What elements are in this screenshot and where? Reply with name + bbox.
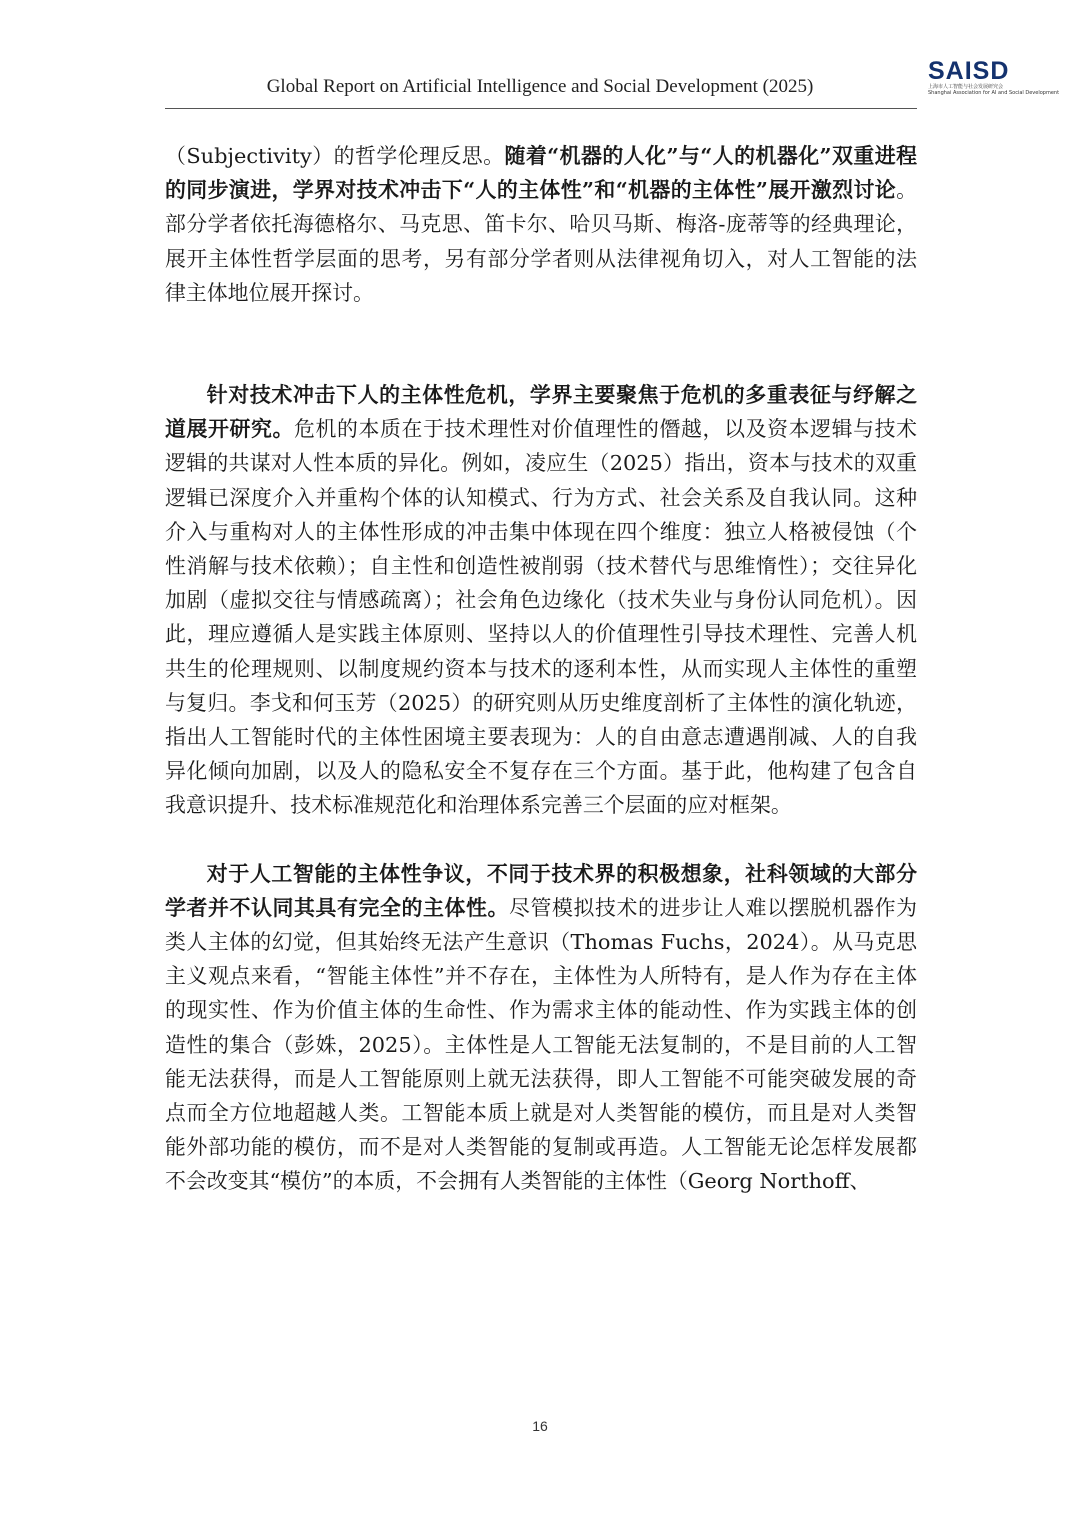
paragraph-3-bold: 对于人工智能的主体性争议，不同于技术界的积极想象，社科领域的大部分学者并不认同其具有完全的主体性。 [165,860,917,920]
paragraph-1 [165,139,917,344]
logo-subtitle-en: Shanghai Association for AI and Social Development [928,90,1060,96]
page-number: 16 [532,1418,548,1434]
paragraph-2 [165,378,917,823]
paragraph-3 [165,857,917,1199]
body-text [165,139,917,1199]
saisd-logo [928,57,1060,98]
report-header-title: Global Report on Artificial Intelligence and Social Development (2025) [266,76,814,97]
logo-mark: SAISD [928,57,1010,85]
paragraph-2-bold: 针对技术冲击下人的主体性危机，学界主要聚焦于危机的多重表征与纾解之道展开研究。 [165,382,917,442]
paragraph-3-text: 尽管模拟技术的进步让人难以摆脱机器作为类人主体的幻觉，但其始终无法产生意识（Thomas Fuchs，2024）。从马克思主义观点来看，“智能主体性”并不存在，主体性为人所特有，是人作为存在主体的现实性、作为价值主体的生命性、作为需求主体的能动性、作为实践主体的创造性的集合（彭姝，2025）。主体性是人工智能无法复制的，不是目前的人工智能无法获得，而是人工智能原则上就无法获得，即人工智能不可能突破发展的奇点而全方位地超越人类。工智能本质上就是对人类智能的模仿，而且是对人类智能外部功能的模仿，而不是对人类智能的复制或再造。人工智能无论怎样发展都不会改变其“模仿”的本质，不会拥有人类智能的主体性（Georg Northoff、 [165,895,917,1194]
header-divider [165,108,917,109]
paragraph-2-text: 危机的本质在于技术理性对价值理性的僭越，以及资本逻辑与技术逻辑的共谋对人性本质的异化。例如，凌应生（2025）指出，资本与技术的双重逻辑已深度介入并重构个体的认知模式、行为方式、社会关系及自我认同。这种介入与重构对人的主体性形成的冲击集中体现在四个维度：独立人格被侵蚀（个性消解与技术依赖）；自主性和创造性被削弱（技术替代与思维惰性）；交往异化加剧（虚拟交往与情感疏离）；社会角色边缘化（技术失业与身份认同危机）。因此，理应遵循人是实践主体原则、坚持以人的价值理性引导技术理性、完善人机共生的伦理规则、以制度规约资本与技术的逐利本性，从而实现人主体性的重塑与复归。李戈和何玉芳（2025）的研究则从历史维度剖析了主体性的演化轨迹，指出人工智能时代的主体性困境主要表现为：人的自由意志遭遇削减、人的自我异化倾向加剧，以及人的隐私安全不复存在三个方面。基于此，他构建了包含自我意识提升、技术标准规范化和治理体系完善三个层面的应对框架。 [165,417,917,818]
logo-subtitle-cn: 上海市人工智能与社会发展研究会 [928,84,1004,90]
paragraph-1-lead: （Subjectivity）的哲学伦理反思。 [165,144,505,168]
paragraph-1-bold: 随着“机器的人化”与“人的机器化”双重进程的同步演进，学界对技术冲击下“人的主体性”和“机器的主体性”展开激烈讨论 [165,143,917,203]
paragraph-1-text: 。部分学者依托海德格尔、马克思、笛卡尔、哈贝马斯、梅洛-庞蒂等的经典理论，展开主体性哲学层面的思考，另有部分学者则从法律视角切入，对人工智能的法律主体地位展开探讨。 [165,178,917,305]
